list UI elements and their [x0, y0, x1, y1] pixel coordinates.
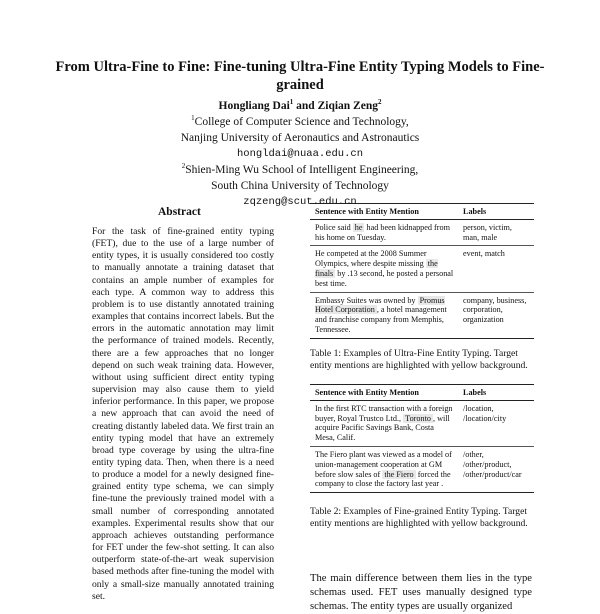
table-2-header-labels: Labels	[458, 385, 534, 401]
affiliation-1-line2: Nanjing University of Aeronautics and Astronautics	[180, 132, 420, 144]
table-cell-labels: /location, /location/city	[458, 400, 534, 446]
table-cell-sentence: Police said he had been kidnapped from his home on Tuesday.	[310, 219, 458, 246]
table-row	[310, 400, 534, 446]
author-block	[100, 98, 500, 210]
paper-title: From Ultra-Fine to Fine: Fine-tuning Ultra-Fine Entity Typing Models to Fine-grained	[55, 59, 545, 93]
entity-mention: the Fiero	[384, 469, 414, 479]
table-cell-labels: /other, /other/product, /other/product/car	[458, 446, 534, 492]
table-cell-sentence: He competed at the 2008 Summer Olympics, where despite missing the finals by .13 second, he posted a personal best time.	[310, 246, 458, 292]
table-cell-sentence: In the first RTC transaction with a foreign buyer, Royal Trustco Ltd., Toronto , will acquire Pacific Savings Bank, Costa Mesa, Calif.	[310, 400, 458, 446]
author-names: Hongliang Dai$^1$ and Ziqian Zeng$^2$	[218, 98, 382, 112]
table-2-caption: Table 2: Examples of Fine-grained Entity Typing. Target entity mentions are highlighted with yellow background.	[310, 506, 528, 530]
table-row	[310, 446, 534, 492]
table-row	[310, 246, 534, 292]
table-row	[310, 219, 534, 246]
entity-mention: Promus Hotel Corporation	[315, 295, 445, 315]
table-1-header-sentence: Sentence with Entity Mention	[310, 204, 458, 220]
table-cell-labels: person, victim, man, male	[458, 219, 534, 246]
table-cell-sentence: Embassy Suites was owned by Promus Hotel Corporation , a hotel management and franchise company from Memphis, Tennessee.	[310, 292, 458, 338]
table-cell-labels: event, match	[458, 246, 534, 292]
table-2-header-sentence: Sentence with Entity Mention	[310, 385, 458, 401]
table-cell-labels: company, business, corporation, organization	[458, 292, 534, 338]
body-paragraph: The main difference between them lies in the type schemas used. FET uses manually designed type schemas. The entity types are usually organized	[310, 573, 532, 612]
abstract-text: For the task of fine-grained entity typing (FET), due to the use of a large number of entity types, it is usually considered too costly to manually annotate a training dataset that contains an ample number of examples for each type. A common way to address this problem is to use distantly annotated training examples that contains incorrect labels. But the errors in the automatic annotation may limit the performance of trained models. Recently, there are a few approaches that no longer depend on such weak training data. However, without using sufficient direct entity typing supervision may also cause them to yield inferior performance. In this paper, we propose a new approach that can avoid the need of creating distantly labeled data. We first train an entity typing model that have an extremely broad type coverage by using the ultra-fine entity typing data. Then, when there is a need to produce a model for a newly designed fine-grained entity type schema, we can simply fine-tune the previously trained model with a small number of corresponding annotated examples. Experimental results show that our approach achieves outstanding performance for FET under the few-shot setting. It can also outperform state-of-the-art weak supervision based methods after fine-tuning the model with only a small-size manually annotated training set.	[92, 226, 274, 602]
affiliation-1: $^1$College of Computer Science and Technology,	[191, 114, 409, 128]
entity-mention: Toronto	[405, 413, 431, 423]
table-1	[310, 203, 534, 339]
table-1-caption: Table 1: Examples of Ultra-Fine Entity Typing. Target entity mentions are highlighted with yellow background.	[310, 348, 528, 372]
table-2	[310, 384, 534, 493]
email-2: zqzeng@scut.edu.cn	[243, 196, 357, 208]
entity-mention: he	[354, 222, 363, 232]
table-row	[310, 292, 534, 338]
entity-mention: the finals	[315, 259, 438, 278]
table-1-header-labels: Labels	[458, 204, 534, 220]
abstract-heading: Abstract	[158, 206, 201, 218]
email-1: hongldai@nuaa.edu.cn	[236, 148, 364, 160]
affiliation-2-line2: South China University of Technology	[211, 180, 389, 192]
affiliation-2: $^2$Shien-Ming Wu School of Intelligent Engineering,	[181, 162, 419, 176]
table-cell-sentence: The Fiero plant was viewed as a model of union-management cooperation at GM before slow sales of the Fiero forced the company to close the factory last year .	[310, 446, 458, 492]
